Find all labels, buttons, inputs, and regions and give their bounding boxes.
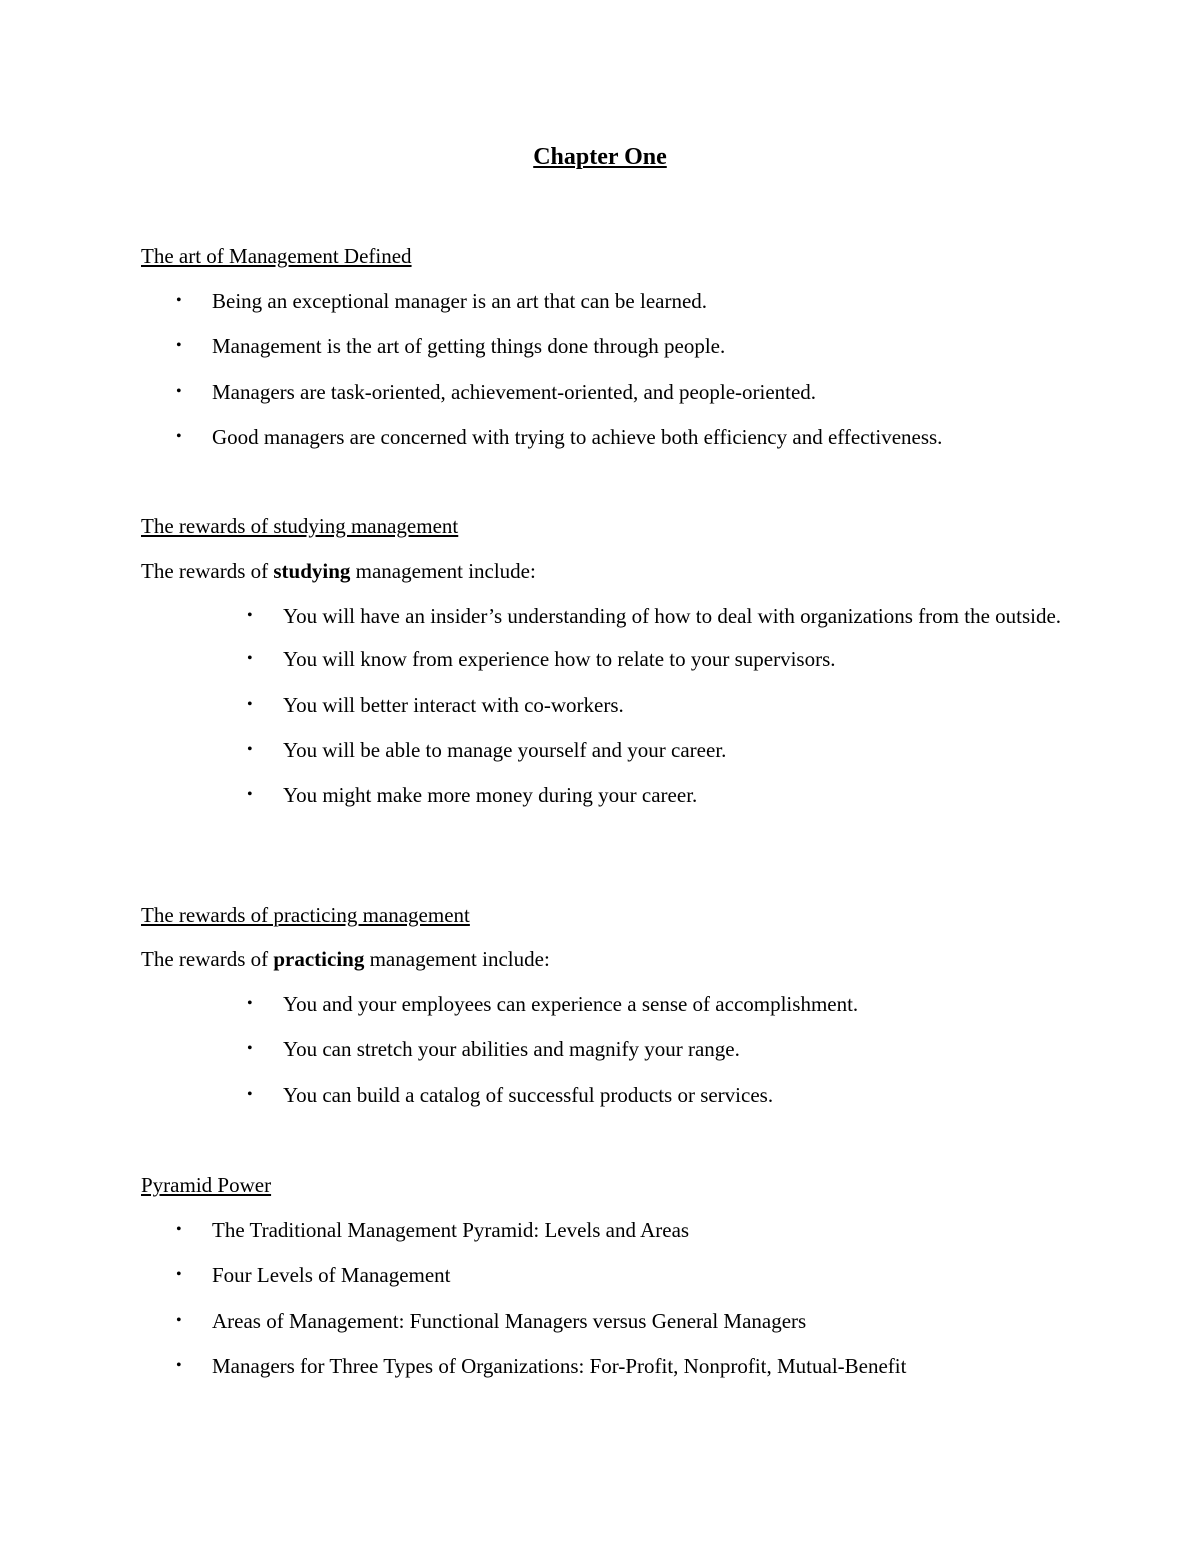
- section-heading-pyramid-power: Pyramid Power: [141, 1173, 272, 1197]
- bullet-icon: •: [176, 292, 182, 309]
- bullet-icon: •: [247, 1040, 253, 1058]
- list-item: • Areas of Management: Functional Managers versus General Managers: [176, 1308, 807, 1333]
- bullet-icon: •: [247, 740, 253, 758]
- list-item: • The Traditional Management Pyramid: Levels and Areas: [176, 1218, 690, 1242]
- bullet-icon: •: [247, 786, 253, 803]
- section-heading-studying-management: The rewards of studying management: [141, 514, 459, 538]
- list-item: • You will have an insider’s understanding of how to deal with organizations from the outside.: [247, 604, 1062, 628]
- list-item: • Managers for Three Types of Organizations: For-Profit, Nonprofit, Mutual-Benefit: [176, 1353, 907, 1378]
- list-item: • You will be able to manage yourself and your career.: [247, 737, 727, 762]
- list-item: • You can stretch your abilities and magnify your range.: [247, 1037, 740, 1062]
- bullet-icon: •: [176, 1266, 182, 1284]
- section-heading-art-of-management: The art of Management Defined: [141, 244, 412, 268]
- list-item: • Four Levels of Management: [176, 1263, 451, 1288]
- bullet-icon: •: [176, 1221, 182, 1238]
- section-intro-practicing: The rewards of practicing management include:: [141, 947, 550, 971]
- bullet-icon: •: [176, 1356, 182, 1374]
- page-title: Chapter One: [533, 144, 667, 170]
- list-item: • You will better interact with co-workers.: [247, 692, 624, 717]
- bullet-icon: •: [176, 382, 182, 400]
- section-heading-practicing-management: The rewards of practicing management: [141, 903, 470, 927]
- list-item: • Good managers are concerned with trying to achieve both efficiency and effectiveness.: [176, 424, 943, 449]
- bullet-icon: •: [247, 607, 253, 624]
- bullet-list-art-of-management: [176, 288, 1116, 469]
- bullet-list-practicing-management: [247, 991, 1067, 1127]
- bullet-list-studying-management: [247, 603, 1067, 827]
- list-item: • Management is the art of getting things done through people.: [176, 334, 726, 359]
- bullet-icon: •: [247, 695, 253, 713]
- bullet-list-pyramid-power: [176, 1217, 1116, 1398]
- list-item: • You will know from experience how to relate to your supervisors.: [247, 647, 836, 672]
- bullet-icon: •: [247, 995, 253, 1012]
- list-item: • You can build a catalog of successful products or services.: [247, 1082, 774, 1107]
- list-item: • You might make more money during your career.: [247, 783, 698, 807]
- section-intro-studying: The rewards of studying management include:: [141, 559, 536, 583]
- bullet-icon: •: [176, 1311, 182, 1329]
- list-item: • You and your employees can experience a sense of accomplishment.: [247, 992, 859, 1016]
- bullet-icon: •: [247, 650, 253, 668]
- list-item: • Managers are task-oriented, achievement-oriented, and people-oriented.: [176, 379, 817, 404]
- bullet-icon: •: [176, 337, 182, 355]
- bullet-icon: •: [247, 1085, 253, 1103]
- bullet-icon: •: [176, 427, 182, 445]
- list-item: • Being an exceptional manager is an art that can be learned.: [176, 289, 708, 313]
